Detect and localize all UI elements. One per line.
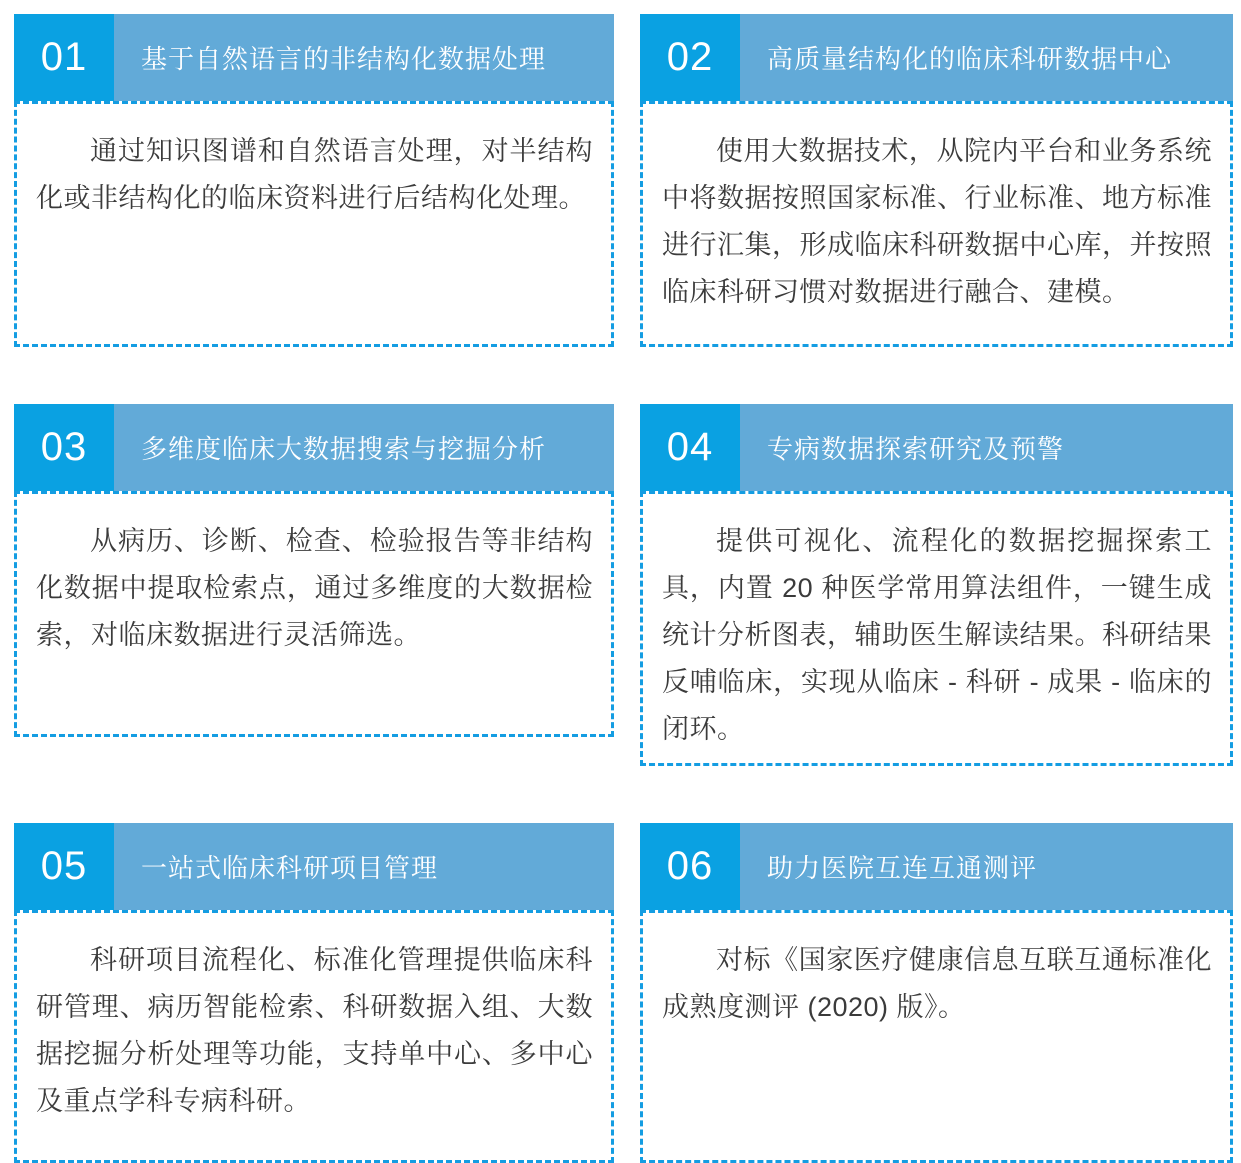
- feature-card-01: [14, 14, 614, 347]
- card-title: 一站式临床科研项目管理: [141, 853, 439, 883]
- feature-card-02: [640, 14, 1233, 347]
- card-number-badge: 04: [640, 404, 740, 491]
- feature-card-05: [14, 823, 614, 1163]
- card-body-text: 对标《国家医疗健康信息互联互通标准化成熟度测评 (2020) 版》。: [662, 945, 1212, 1022]
- card-header: [14, 404, 614, 491]
- card-body: [14, 910, 614, 1163]
- card-body-text: 从病历、诊断、检查、检验报告等非结构化数据中提取检索点，通过多维度的大数据检索，对临床数据进行灵活筛选。: [36, 526, 593, 650]
- card-header: [640, 14, 1233, 101]
- card-title: 高质量结构化的临床科研数据中心: [767, 44, 1173, 74]
- feature-card-04: [640, 404, 1233, 766]
- card-title: 多维度临床大数据搜索与挖掘分析: [141, 434, 547, 464]
- card-number-badge: 05: [14, 823, 114, 910]
- card-number-badge: 01: [14, 14, 114, 101]
- card-body-text: 科研项目流程化、标准化管理提供临床科研管理、病历智能检索、科研数据入组、大数据挖掘分析处理等功能，支持单中心、多中心及重点学科专病科研。: [36, 945, 593, 1116]
- card-header: [640, 404, 1233, 491]
- card-body: [640, 910, 1233, 1163]
- card-body: [640, 101, 1233, 347]
- card-body: [14, 491, 614, 737]
- card-header: [640, 823, 1233, 910]
- card-number-badge: 02: [640, 14, 740, 101]
- card-body-text: 提供可视化、流程化的数据挖掘探索工具，内置 20 种医学常用算法组件，一键生成统计分析图表，辅助医生解读结果。科研结果反哺临床，实现从临床 - 科研 - 成果 - 临床的闭环。: [662, 526, 1212, 744]
- card-title: 基于自然语言的非结构化数据处理: [141, 44, 547, 74]
- card-header: [14, 823, 614, 910]
- card-body: [640, 491, 1233, 766]
- card-body-text: 使用大数据技术，从院内平台和业务系统中将数据按照国家标准、行业标准、地方标准进行汇集，形成临床科研数据中心库，并按照临床科研习惯对数据进行融合、建模。: [662, 136, 1212, 307]
- card-header: [14, 14, 614, 101]
- card-body: [14, 101, 614, 347]
- feature-card-03: [14, 404, 614, 766]
- card-body-text: 通过知识图谱和自然语言处理，对半结构化或非结构化的临床资料进行后结构化处理。: [36, 136, 593, 213]
- card-title: 助力医院互连互通测评: [767, 853, 1038, 883]
- feature-card-06: [640, 823, 1233, 1163]
- card-number-badge: 06: [640, 823, 740, 910]
- card-title: 专病数据探索研究及预警: [767, 434, 1065, 464]
- card-number-badge: 03: [14, 404, 114, 491]
